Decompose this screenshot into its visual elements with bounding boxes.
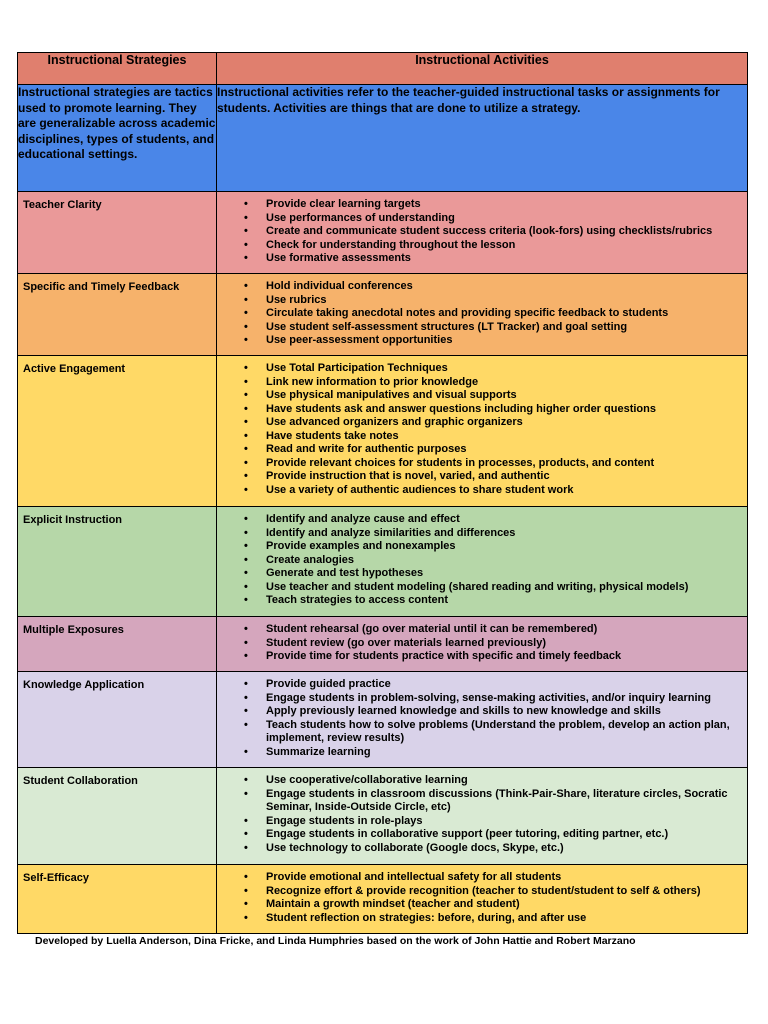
activity-item: • Use physical manipulatives and visual supports [244, 389, 741, 403]
activity-item: • Hold individual conferences [244, 280, 741, 294]
strategy-row [18, 274, 748, 356]
activity-item: • Link new information to prior knowledge [244, 376, 741, 390]
activity-item: • Check for understanding throughout the lesson [244, 239, 741, 253]
activity-item: • Use advanced organizers and graphic organizers [244, 416, 741, 430]
activity-item: • Use cooperative/collaborative learning [244, 774, 741, 788]
activity-item: • Use performances of understanding [244, 212, 741, 226]
activity-item: • Engage students in problem-solving, sense-making activities, and/or inquiry learning [244, 692, 741, 706]
activity-item: • Identify and analyze cause and effect [244, 513, 741, 527]
activity-item: • Use formative assessments [244, 252, 741, 266]
intro-strategies: Instructional strategies are tactics used to promote learning. They are generalizable across academic disciplines, types of students, and educational settings. [18, 85, 217, 192]
activities-cell [217, 274, 748, 356]
activity-item: • Maintain a growth mindset (teacher and student) [244, 898, 741, 912]
strategy-row [18, 865, 748, 934]
strategy-row [18, 617, 748, 672]
activities-list [217, 617, 747, 668]
credits-footer: Developed by Luella Anderson, Dina Fricke, and Linda Humphries based on the work of John Hattie and Robert Marzano [35, 935, 636, 947]
activity-item: • Student review (go over materials learned previously) [244, 637, 741, 651]
header-strategies: Instructional Strategies [18, 53, 217, 85]
activities-cell [217, 617, 748, 672]
activities-list [217, 768, 747, 859]
activities-cell [217, 672, 748, 768]
activity-item: • Student rehearsal (go over material until it can be remembered) [244, 623, 741, 637]
intro-activities: Instructional activities refer to the teacher-guided instructional tasks or assignments for students. Activities are things that are done to utilize a strategy. [217, 85, 748, 192]
activity-item: • Read and write for authentic purposes [244, 443, 741, 457]
activity-item: • Provide relevant choices for students in processes, products, and content [244, 457, 741, 471]
strategy-row [18, 672, 748, 768]
activity-item: • Create and communicate student success criteria (look-fors) using checklists/rubrics [244, 225, 741, 239]
strategy-name: Active Engagement [18, 356, 217, 507]
strategy-row [18, 192, 748, 274]
strategy-name: Specific and Timely Feedback [18, 274, 217, 356]
strategy-row [18, 356, 748, 507]
activity-item: • Recognize effort & provide recognition (teacher to student/student to self & others) [244, 885, 741, 899]
activity-item: • Use rubrics [244, 294, 741, 308]
activities-cell [217, 507, 748, 617]
activity-item: • Provide clear learning targets [244, 198, 741, 212]
activity-item: • Use a variety of authentic audiences to share student work [244, 484, 741, 498]
strategies-table [17, 52, 748, 934]
activity-item: • Provide time for students practice with specific and timely feedback [244, 650, 741, 664]
strategy-name: Student Collaboration [18, 768, 217, 865]
activity-item: • Use peer-assessment opportunities [244, 334, 741, 348]
activity-item: • Teach students how to solve problems (Understand the problem, develop an action plan, implement, review results) [244, 719, 741, 746]
strategy-row [18, 507, 748, 617]
activity-item: • Student reflection on strategies: before, during, and after use [244, 912, 741, 926]
header-row [18, 53, 748, 85]
activity-item: • Provide emotional and intellectual safety for all students [244, 871, 741, 885]
strategy-name: Teacher Clarity [18, 192, 217, 274]
activity-item: • Have students ask and answer questions including higher order questions [244, 403, 741, 417]
strategy-name: Multiple Exposures [18, 617, 217, 672]
activities-list [217, 672, 747, 763]
activity-item: • Use Total Participation Techniques [244, 362, 741, 376]
strategy-name: Self-Efficacy [18, 865, 217, 934]
header-activities: Instructional Activities [217, 53, 748, 85]
strategy-name: Explicit Instruction [18, 507, 217, 617]
activity-item: • Use teacher and student modeling (shared reading and writing, physical models) [244, 581, 741, 595]
strategy-row [18, 768, 748, 865]
activity-item: • Engage students in role-plays [244, 815, 741, 829]
activity-item: • Circulate taking anecdotal notes and providing specific feedback to students [244, 307, 741, 321]
activities-cell [217, 192, 748, 274]
activities-cell [217, 356, 748, 507]
activities-cell [217, 865, 748, 934]
activity-item: • Apply previously learned knowledge and skills to new knowledge and skills [244, 705, 741, 719]
activity-item: • Use student self-assessment structures (LT Tracker) and goal setting [244, 321, 741, 335]
activities-list [217, 192, 747, 270]
activity-item: • Provide examples and nonexamples [244, 540, 741, 554]
strategy-name: Knowledge Application [18, 672, 217, 768]
activity-item: • Create analogies [244, 554, 741, 568]
activity-item: • Provide instruction that is novel, varied, and authentic [244, 470, 741, 484]
activity-item: • Summarize learning [244, 746, 741, 760]
activities-list [217, 865, 747, 929]
activity-item: • Provide guided practice [244, 678, 741, 692]
activities-list [217, 356, 747, 501]
activity-item: • Identify and analyze similarities and differences [244, 527, 741, 541]
intro-row [18, 85, 748, 192]
activities-list [217, 274, 747, 352]
activity-item: • Engage students in collaborative support (peer tutoring, editing partner, etc.) [244, 828, 741, 842]
activity-item: • Use technology to collaborate (Google docs, Skype, etc.) [244, 842, 741, 856]
activities-cell [217, 768, 748, 865]
activity-item: • Teach strategies to access content [244, 594, 741, 608]
activity-item: • Have students take notes [244, 430, 741, 444]
activities-list [217, 507, 747, 612]
activity-item: • Generate and test hypotheses [244, 567, 741, 581]
activity-item: • Engage students in classroom discussions (Think-Pair-Share, literature circles, Socratic Seminar, Inside-Outside Circle, etc) [244, 788, 741, 815]
